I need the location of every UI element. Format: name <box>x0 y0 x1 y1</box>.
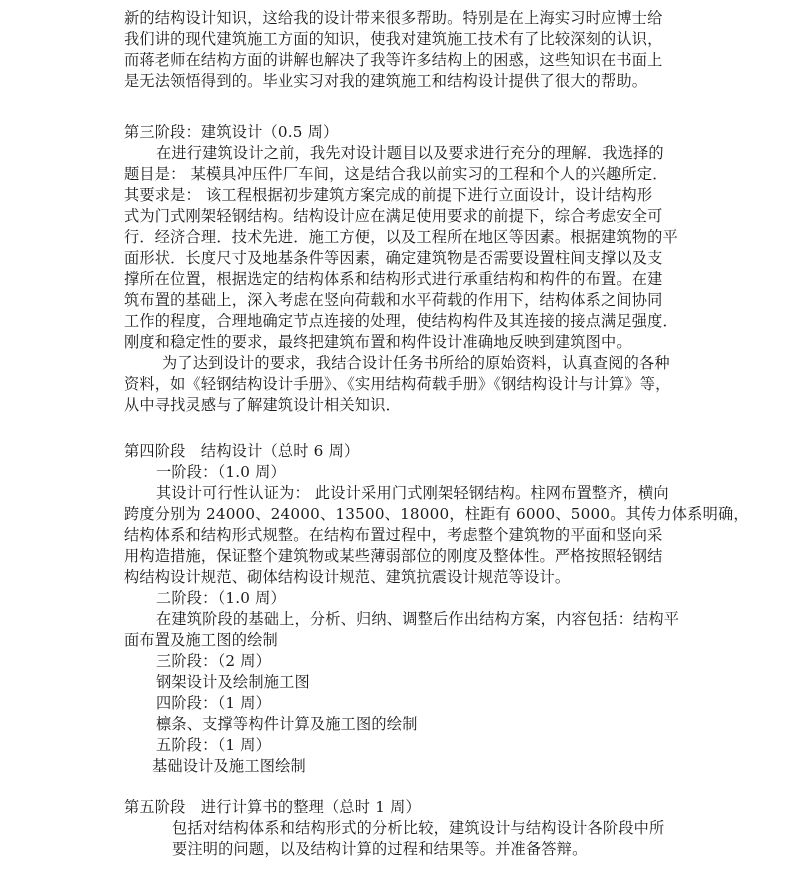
paragraph-line: 钢架设计及绘制施工图 <box>156 673 310 691</box>
subsection-heading: 四阶段：（1 周） <box>156 694 272 712</box>
paragraph-line: 题目是： 某模具冲压件厂车间，这是结合我以前实习的工程和个人的兴趣所定． <box>124 165 668 183</box>
paragraph-line: 其要求是： 该工程根据初步建筑方案完成的前提下进行立面设计，设计结构形 <box>124 186 653 204</box>
paragraph-line: 用构造措施，保证整个建筑物或某些薄弱部位的刚度及整体性。严格按照轻钢结 <box>124 547 663 565</box>
paragraph-line: 在建筑阶段的基础上，分析、归纳、调整后作出结构方案，内容包括：结构平 <box>156 610 680 628</box>
paragraph-line: 为了达到设计的要求，我结合设计任务书所给的原始资料，认真查阅的各种 <box>162 354 670 372</box>
paragraph-line: 在进行建筑设计之前，我先对设计题目以及要求进行充分的理解．我选择的 <box>156 144 664 162</box>
section-heading: 第三阶段：建筑设计（0.5 周） <box>124 123 339 141</box>
paragraph-line: 工作的程度，合理地确定节点连接的处理，使结构构件及其连接的接点满足强度． <box>124 312 678 330</box>
subsection-heading: 一阶段：（1.0 周） <box>156 463 286 481</box>
subsection-heading: 五阶段：（1 周） <box>156 736 272 754</box>
section-heading: 第四阶段 结构设计（总时 6 周） <box>124 442 360 460</box>
subsection-heading: 二阶段：（1.0 周） <box>156 589 286 607</box>
paragraph-line: 结构体系和结构形式规整。在结构布置过程中，考虑整个建筑物的平面和竖向采 <box>124 526 663 544</box>
paragraph-line: 从中寻找灵感与了解建筑设计相关知识． <box>124 396 401 414</box>
paragraph-line: 面布置及施工图的绘制 <box>124 631 278 649</box>
subsection-heading: 三阶段：（2 周） <box>156 652 272 670</box>
paragraph-line: 跨度分别为 24000、24000、13500、18000，柱距有 6000、5000。其传力体系明确， <box>124 505 749 523</box>
paragraph-line: 式为门式刚架轻钢结构。结构设计应在满足使用要求的前提下，综合考虑安全可 <box>124 207 663 225</box>
paragraph-line: 其设计可行性认证为： 此设计采用门式刚架轻钢结构。柱网布置整齐，横向 <box>156 484 669 502</box>
section-heading: 第五阶段 进行计算书的整理（总时 1 周） <box>124 798 421 816</box>
paragraph-line: 新的结构设计知识，这给我的设计带来很多帮助。特别是在上海实习时应博士给 <box>124 9 663 27</box>
paragraph-line: 檩条、支撑等构件计算及施工图的绘制 <box>156 715 418 733</box>
paragraph-line: 筑布置的基础上，深入考虑在竖向荷载和水平荷载的作用下，结构体系之间协同 <box>124 291 663 309</box>
paragraph-line: 行．经济合理．技术先进．施工方便，以及工程所在地区等因素。根据建筑物的平 <box>124 228 678 246</box>
paragraph-line: 包括对结构体系和结构形式的分析比较，建筑设计与结构设计各阶段中所 <box>172 819 665 837</box>
paragraph-line: 我们讲的现代建筑施工方面的知识，使我对建筑施工技术有了比较深刻的认识， <box>124 30 663 48</box>
paragraph-line: 是无法领悟得到的。毕业实习对我的建筑施工和结构设计提供了很大的帮助。 <box>124 72 648 90</box>
paragraph-line: 刚度和稳定性的要求，最终把建筑布置和构件设计准确地反映到建筑图中。 <box>124 333 632 351</box>
paragraph-line: 而蒋老师在结构方面的讲解也解决了我等许多结构上的困惑，这些知识在书面上 <box>124 51 663 69</box>
paragraph-line: 面形状．长度尺寸及地基条件等因素，确定建筑物是否需要设置柱间支撑以及支 <box>124 249 663 267</box>
paragraph-line: 撑所在位置，根据选定的结构体系和结构形式进行承重结构和构件的布置。在建 <box>124 270 663 288</box>
paragraph-line: 资料，如《轻钢结构设计手册》、《实用结构荷载手册》《钢结构设计与计算》等， <box>124 375 671 393</box>
paragraph-line: 基础设计及施工图绘制 <box>152 757 306 775</box>
paragraph-line: 构结构设计规范、砌体结构设计规范、建筑抗震设计规范等设计。 <box>124 568 571 586</box>
paragraph-line: 要注明的问题，以及结构计算的过程和结果等。并准备答辩。 <box>172 840 588 858</box>
